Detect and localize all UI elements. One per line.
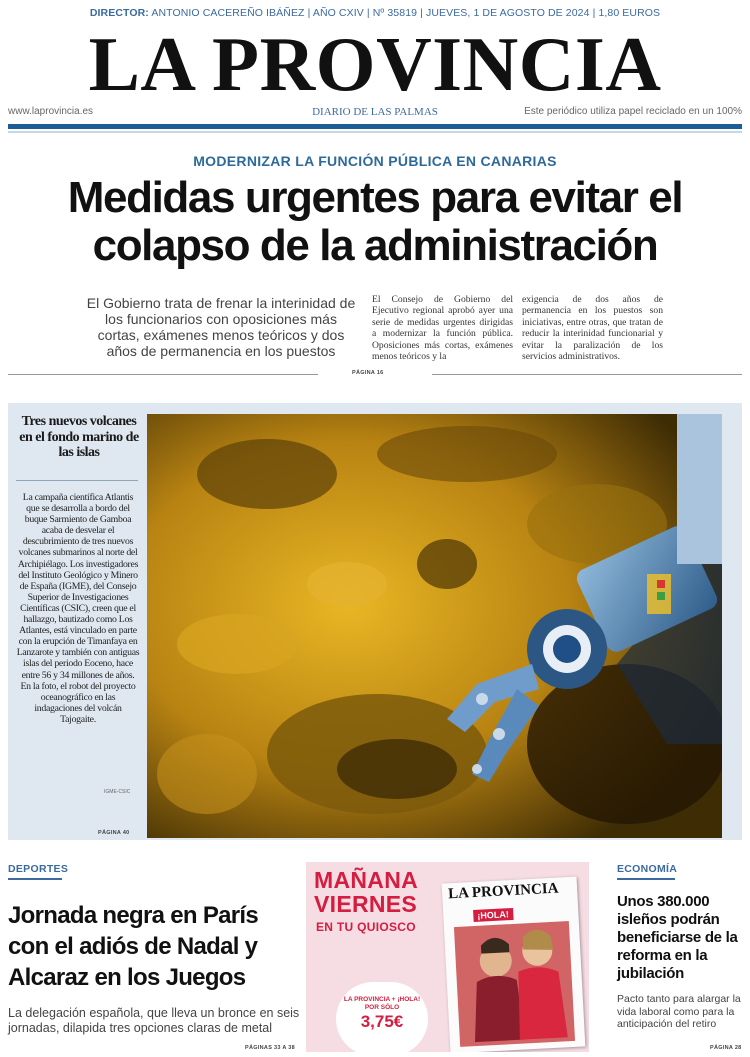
promo-price-badge bbox=[336, 982, 428, 1052]
lead-kicker: MODERNIZAR LA FUNCIÓN PÚBLICA EN CANARIAS bbox=[193, 153, 557, 169]
sports-summary: La delegación española, que lleva un bronce en seis jornadas, dilapida tres opciones claras de metal bbox=[8, 1006, 300, 1035]
economy-headline[interactable]: Unos 380.000 isleños podrán beneficiarse de la reforma en la jubilación bbox=[617, 893, 738, 982]
promo-price-label: LA PROVINCIA + ¡HOLA! POR SÓLO bbox=[343, 996, 421, 1011]
volcano-body: La campaña científica Atlantis que se desarrolla a bordo del buque Sarmiento de Gamboa acaba de desvelar el descubrimiento de tres nuevos volcanes submarinos al norte del Archipiélago. Los investigadores del Instituto Geológico y Minero de España (IGME), del Consejo Superior de Investigaciones Científicas (CSIC), creen que el hallazgo, bautizado como Los Atlantes, está vinculado en parte con la erupción de Timanfaya en Lanzarote y también con antiguas islas del periodo Eoceno, hace entre 56 y 34 millones de años. En la foto, el robot del proyecto oceanográfico en las indagaciones del volcán Tajogaite. bbox=[16, 492, 140, 725]
lead-divider-right bbox=[432, 374, 742, 375]
top-info-bar: DIRECTOR: ANTONIO CACEREÑO IBÁÑEZ | AÑO CXIV | Nº 35819 | JUEVES, 1 DE AGOSTO DE 2024 | 1,80 EUROS bbox=[89, 7, 661, 19]
sports-section-label[interactable]: DEPORTES bbox=[8, 863, 69, 875]
sports-page-ref: PÁGINAS 33 A 38 bbox=[245, 1045, 295, 1051]
volcano-title[interactable]: Tres nuevos volcanes en el fondo marino de las islas bbox=[19, 414, 139, 460]
issue-number: Nº 35819 bbox=[372, 7, 418, 19]
seafloor-robot-illustration bbox=[147, 414, 722, 838]
lead-deck: El Gobierno trata de frenar la interinidad de los funcionarios con oposiciones más cortas, exámenes menos teóricos y dos años de permanencia en los puestos bbox=[86, 295, 356, 359]
economy-section-underline bbox=[617, 878, 675, 880]
sports-section-underline bbox=[8, 878, 62, 880]
economy-section-label[interactable]: ECONOMÍA bbox=[617, 863, 678, 875]
promo-line-3: EN TU QUIOSCO bbox=[316, 920, 416, 934]
seafloor-robot-photo bbox=[147, 414, 722, 838]
promo-cover-photo bbox=[442, 877, 586, 1052]
promo-advertisement[interactable] bbox=[306, 862, 589, 1052]
lead-body-column-1: El Consejo de Gobierno del Ejecutivo regional aprobó ayer una serie de medidas urgentes dirigidas a modernizar la función pública. Oposiciones más cortas, exámenes menos teóricos y la bbox=[372, 294, 513, 363]
recycled-paper-note: Este periódico utiliza papel reciclado en un 100% bbox=[524, 106, 742, 117]
newspaper-masthead: LA PROVINCIA bbox=[88, 21, 662, 107]
lead-page-ref: PÁGINA 16 bbox=[352, 370, 384, 376]
economy-page-ref: PÁGINA 28 bbox=[710, 1045, 742, 1051]
lead-body-column-2: exigencia de dos años de permanencia en los puestos son iniciativas, entre otras, que tratan de reducir la interinidad funcionarial y evitar la paralización de los servicios administrativos. bbox=[522, 294, 663, 363]
lead-headline[interactable]: Medidas urgentes para evitar el colapso de la administración bbox=[67, 173, 683, 270]
promo-magazine-cover bbox=[442, 877, 586, 1052]
issue-date: JUEVES, 1 DE AGOSTO DE 2024 bbox=[425, 7, 590, 19]
masthead-subline bbox=[8, 106, 742, 120]
promo-magazine-badge: ¡HOLA! bbox=[473, 908, 513, 922]
masthead-rule-thin bbox=[8, 131, 742, 133]
website-link[interactable]: www.laprovincia.es bbox=[8, 106, 94, 117]
economy-summary: Pacto tanto para alargar la vida laboral como para la anticipación del retiro bbox=[617, 993, 741, 1030]
issue-price: 1,80 EUROS bbox=[598, 7, 661, 19]
sports-headline[interactable]: Jornada negra en París con el adiós de Nadal y Alcaraz en los Juegos bbox=[8, 902, 259, 991]
photo-credit: IGME-CSIC bbox=[104, 789, 131, 795]
newspaper-subtitle: DIARIO DE LAS PALMAS bbox=[312, 106, 438, 118]
volcano-page-ref: PÁGINA 40 bbox=[98, 830, 130, 836]
director-name: ANTONIO CACEREÑO IBÁÑEZ bbox=[151, 7, 305, 19]
lead-divider-left bbox=[8, 374, 318, 375]
volcano-title-rule bbox=[16, 480, 138, 481]
promo-line-1: MAÑANA bbox=[314, 867, 419, 893]
issue-year: AÑO CXIV bbox=[312, 7, 364, 19]
masthead-rule bbox=[8, 124, 742, 129]
promo-magazine-title: LA PROVINCIA bbox=[447, 880, 559, 903]
promo-line-2: VIERNES bbox=[314, 891, 418, 917]
promo-price: 3,75€ bbox=[360, 1012, 404, 1031]
director-label: DIRECTOR: bbox=[89, 7, 149, 19]
